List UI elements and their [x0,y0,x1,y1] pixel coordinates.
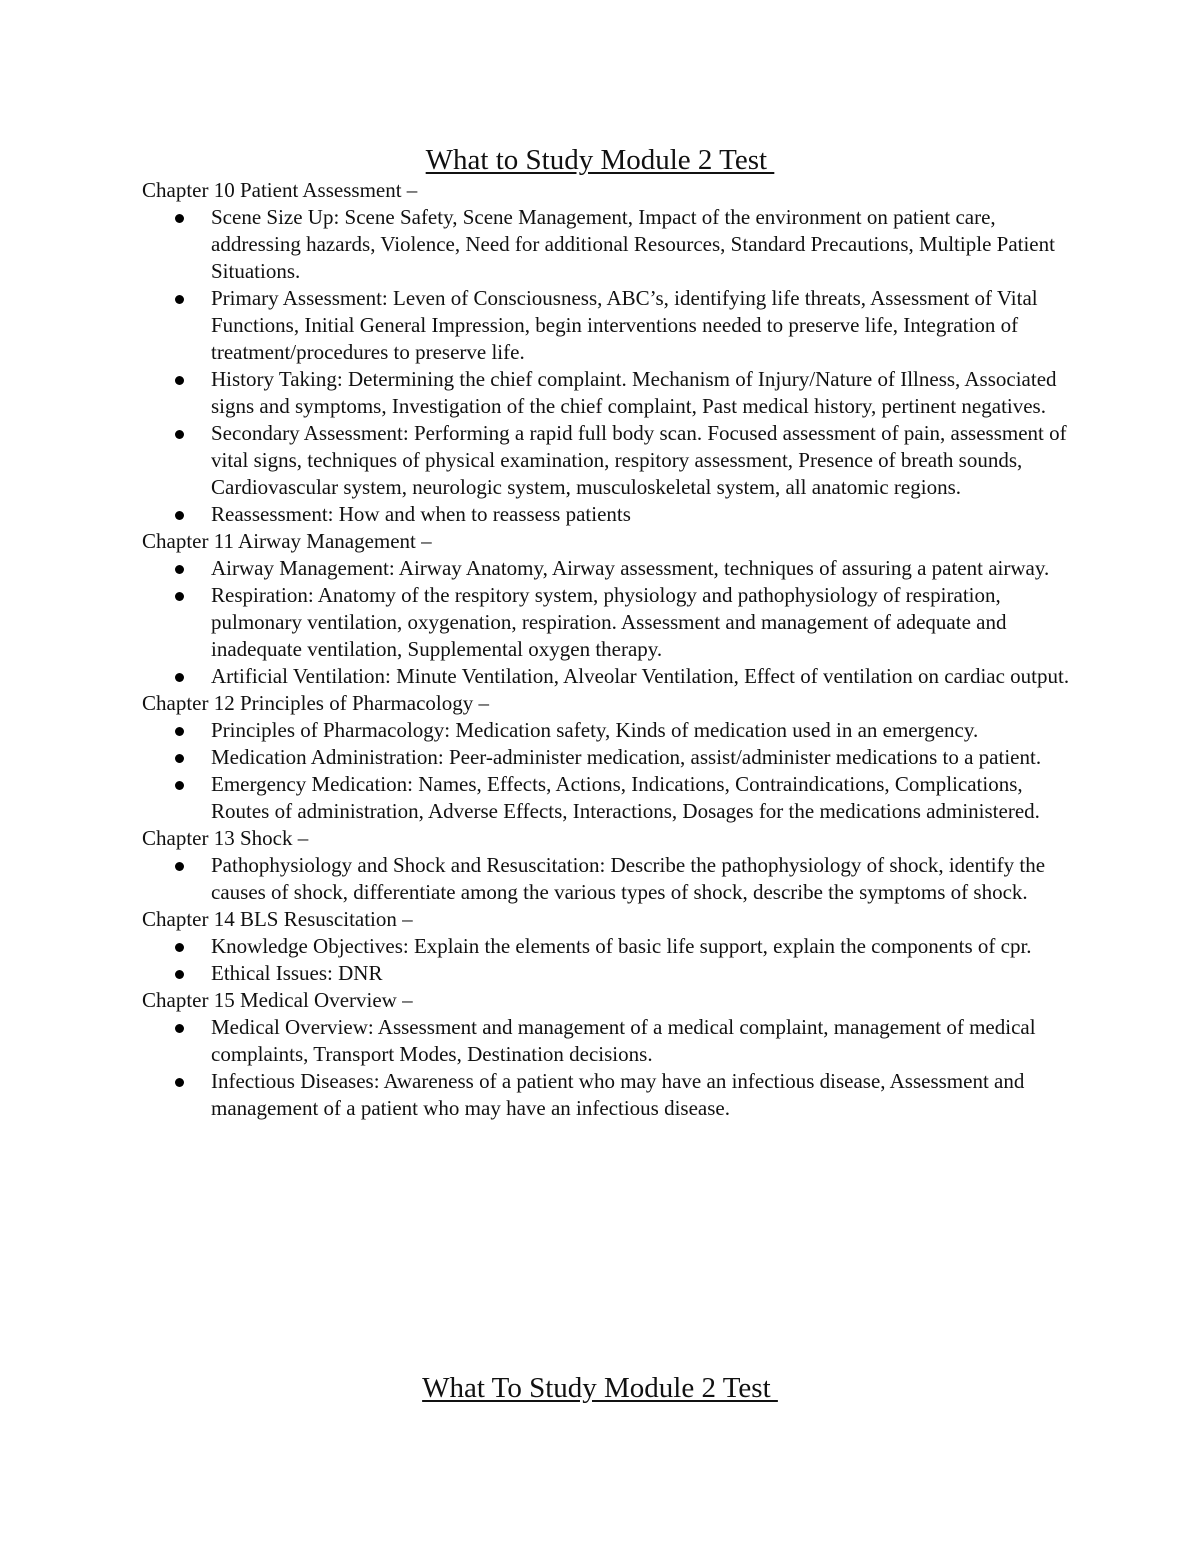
chapter-heading: Chapter 10 Patient Assessment – [142,178,418,202]
item-text: Scene Size Up: Scene Safety, Scene Management, Impact of the environment on patient care, addressing hazards, Violence, Need for additional Resources, Standard Precautions, Multiple Patient Situations. [211,205,1055,283]
study-content [142,177,1072,1122]
item-text: Emergency Medication: Names, Effects, Actions, Indications, Contraindications, Complications, Routes of administration, Adverse Effects, Interactions, Dosages for the medications administered. [211,772,1040,823]
list-item [142,501,1072,528]
item-text: Secondary Assessment: Performing a rapid full body scan. Focused assessment of pain, assessment of vital signs, techniques of physical examination, respitory assessment, Presence of breath sounds, Cardiovascular system, neurologic system, musculoskeletal system, all anatomic regions. [211,421,1067,499]
chapter-items [142,555,1072,690]
item-text: Airway Management: Airway Anatomy, Airway assessment, techniques of assuring a patent airway. [211,556,1050,580]
footer-title: What To Study Module 2 Test [422,1372,778,1404]
chapter-heading: Chapter 11 Airway Management – [142,529,432,553]
list-item [142,366,1072,420]
chapter-heading: Chapter 12 Principles of Pharmacology – [142,691,490,715]
bullet-icon [175,862,184,871]
item-text: Knowledge Objectives: Explain the elements of basic life support, explain the components of cpr. [211,934,1032,958]
chapter-heading: Chapter 13 Shock – [142,826,309,850]
list-item [142,555,1072,582]
bullet-icon [175,781,184,790]
item-text: Primary Assessment: Leven of Consciousness, ABC’s, identifying life threats, Assessment of Vital Functions, Initial General Impression, begin interventions needed to preserve life, Integration of treatment/procedures to preserve life. [211,286,1038,364]
list-item [142,771,1072,825]
bullet-icon [175,214,184,223]
item-text: Pathophysiology and Shock and Resuscitation: Describe the pathophysiology of shock, identify the causes of shock, differentiate among the various types of shock, describe the symptoms of shock. [211,853,1046,904]
chapter-items [142,852,1072,906]
item-text: Ethical Issues: DNR [211,961,383,985]
list-item [142,285,1072,366]
item-text: Principles of Pharmacology: Medication safety, Kinds of medication used in an emergency. [211,718,979,742]
chapter-items [142,717,1072,825]
bullet-icon [175,727,184,736]
item-text: Medication Administration: Peer-administer medication, assist/administer medications to a patient. [211,745,1042,769]
chapter-15-section [142,987,1072,1122]
list-item [142,960,1072,987]
bullet-icon [175,754,184,763]
list-item [142,204,1072,285]
bullet-icon [175,1024,184,1033]
page-title: What to Study Module 2 Test [425,144,775,176]
item-text: Medical Overview: Assessment and management of a medical complaint, management of medical complaints, Transport Modes, Destination decisions. [211,1015,1036,1066]
list-item [142,663,1072,690]
chapter-items [142,1014,1072,1122]
list-item [142,933,1072,960]
bullet-icon [175,970,184,979]
chapter-14-section [142,906,1072,987]
bullet-icon [175,565,184,574]
chapter-heading: Chapter 14 BLS Resuscitation – [142,907,413,931]
list-item [142,582,1072,663]
bullet-icon [175,511,184,520]
chapter-heading: Chapter 15 Medical Overview – [142,988,413,1012]
bullet-icon [175,430,184,439]
chapter-12-section [142,690,1072,825]
chapter-items [142,204,1072,528]
item-text: History Taking: Determining the chief complaint. Mechanism of Injury/Nature of Illness, Associated signs and symptoms, Investigation of the chief complaint, Past medical history, pertinent negatives. [211,367,1057,418]
item-text: Respiration: Anatomy of the respitory system, physiology and pathophysiology of respiration, pulmonary ventilation, oxygenation, respiration. Assessment and management of adequate and inadequate ventilation, Supplemental oxygen therapy. [211,583,1007,661]
list-item [142,420,1072,501]
bullet-icon [175,295,184,304]
list-item [142,1014,1072,1068]
list-item [142,717,1072,744]
chapter-10-section [142,177,1072,528]
bullet-icon [175,673,184,682]
item-text: Artificial Ventilation: Minute Ventilation, Alveolar Ventilation, Effect of ventilation on cardiac output. [211,664,1070,688]
list-item [142,744,1072,771]
chapter-items [142,933,1072,987]
list-item [142,1068,1072,1122]
chapter-11-section [142,528,1072,690]
chapter-13-section [142,825,1072,906]
item-text: Reassessment: How and when to reassess patients [211,502,631,526]
bullet-icon [175,376,184,385]
item-text: Infectious Diseases: Awareness of a patient who may have an infectious disease, Assessment and management of a patient who may have an infectious disease. [211,1069,1025,1120]
bullet-icon [175,1078,184,1087]
list-item [142,852,1072,906]
bullet-icon [175,592,184,601]
bullet-icon [175,943,184,952]
